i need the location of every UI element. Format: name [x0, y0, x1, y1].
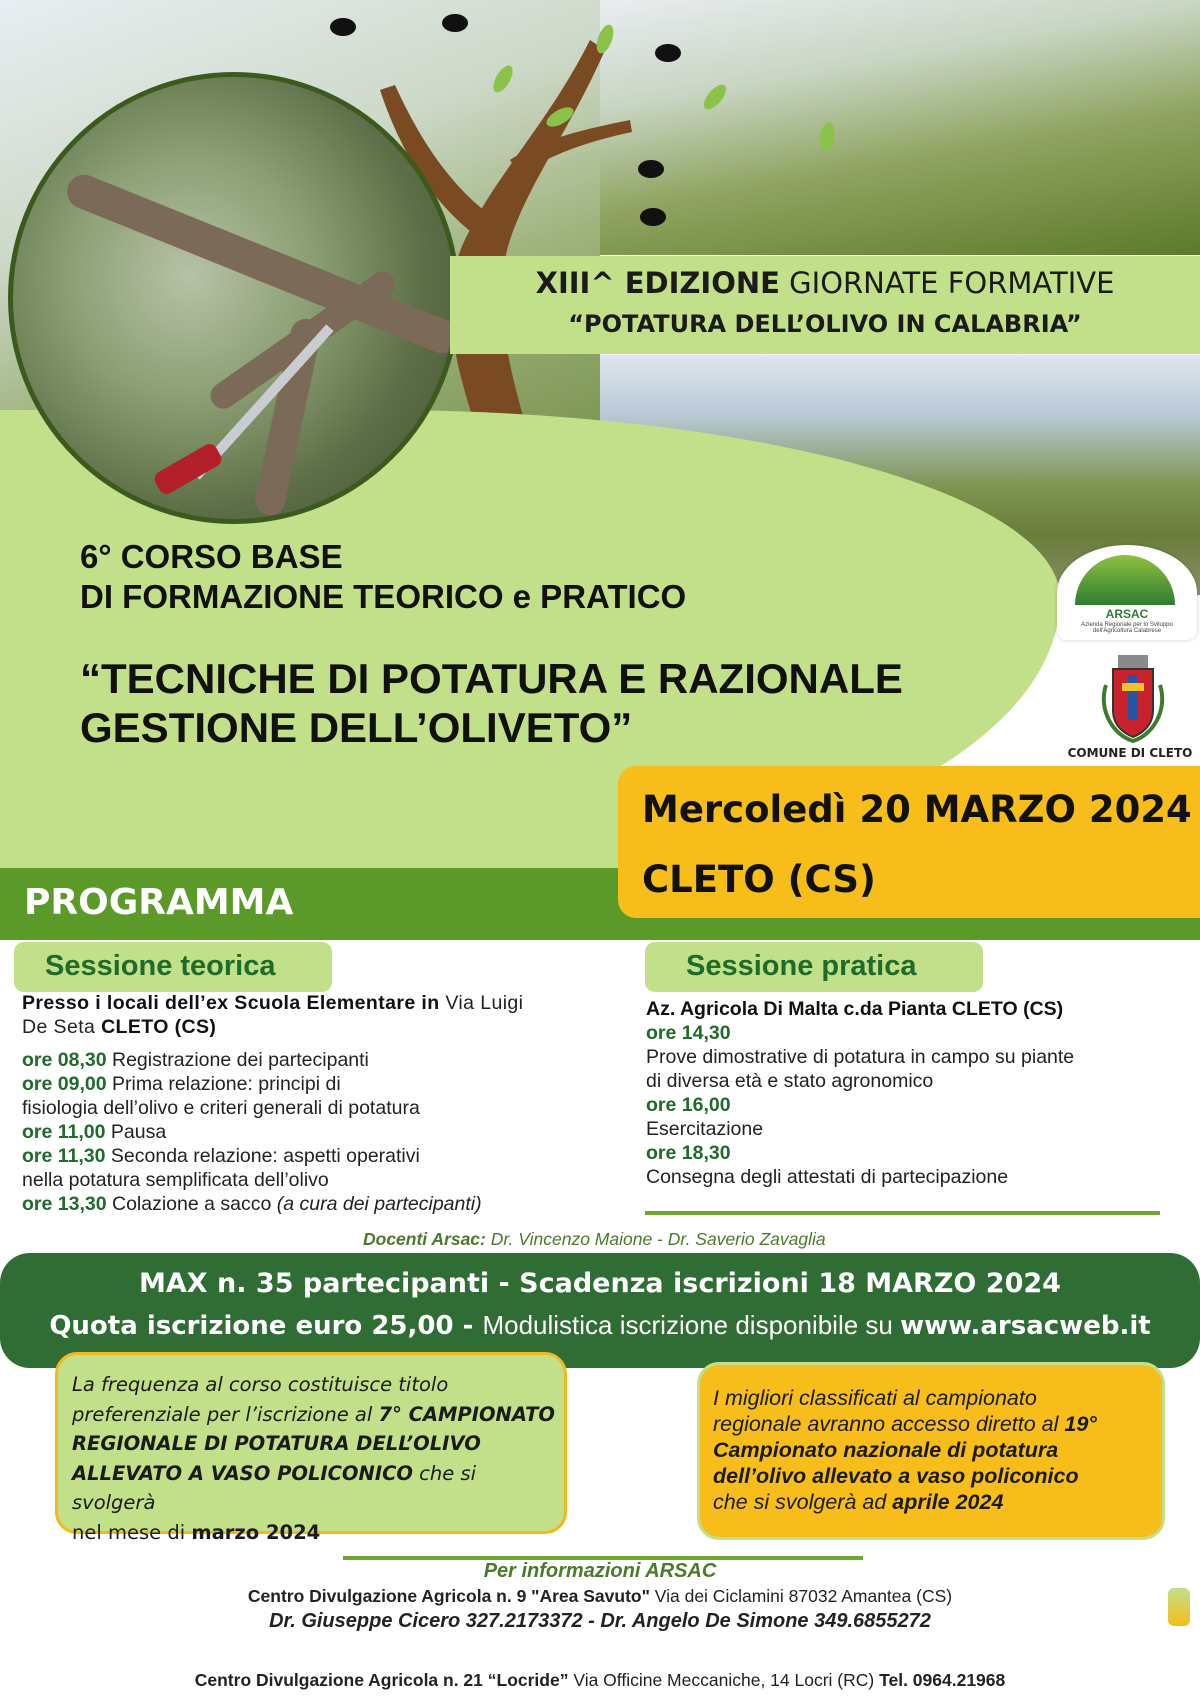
divider-line	[645, 1211, 1160, 1215]
schedule-item: ore 11,30 Seconda relazione: aspetti operativi	[22, 1145, 420, 1167]
corner-badge-icon	[1168, 1588, 1190, 1626]
arsac-logo: ARSAC Azienda Regionale per lo Sviluppo dell'Agricoltura Calabrese	[1057, 545, 1197, 640]
programma-label: PROGRAMMA	[24, 882, 294, 923]
schedule-item: ore 11,00 Pausa	[22, 1121, 167, 1143]
event-date: Mercoledì 20 MARZO 2024	[642, 788, 1192, 831]
olive-decoration	[330, 18, 356, 36]
olive-decoration	[638, 160, 664, 178]
website-link[interactable]: www.arsacweb.it	[900, 1311, 1151, 1341]
schedule-item: ore 08,30 Registrazione dei partecipanti	[22, 1049, 369, 1071]
course-number: 6° CORSO BASE	[80, 538, 343, 575]
quota-line: Quota iscrizione euro 25,00 - Modulistica iscrizione disponibile su www.arsacweb.it	[49, 1310, 1151, 1341]
course-type: DI FORMAZIONE TEORICO e PRATICO	[80, 578, 687, 615]
course-title-line1: “TECNICHE DI POTATURA E RAZIONALE	[80, 655, 903, 702]
campionato-nazionale-note: I migliori classificati al campionato regionale avranno accesso diretto al 19° Campionato nazionale di potatura dell’olivo allevato a vaso policonico che si svolgerà ad aprile 2024	[713, 1386, 1097, 1514]
info-centro-savuto: Centro Divulgazione Agricola n. 9 "Area Savuto" Via dei Ciclamini 87032 Amantea (CS)	[247, 1586, 953, 1606]
participants-deadline: MAX n. 35 partecipanti - Scadenza iscrizioni 18 MARZO 2024	[139, 1268, 1061, 1299]
comune-crest-icon	[1098, 655, 1168, 743]
sessione-teorica-title: Sessione teorica	[45, 950, 276, 982]
docenti-line: Docenti Arsac: Dr. Vincenzo Maione - Dr. Saverio Zavaglia	[363, 1229, 826, 1249]
olive-tree-pruning-photo	[600, 0, 1200, 255]
info-contacts: Dr. Giuseppe Cicero 327.2173372 - Dr. Angelo De Simone 349.6855272	[269, 1610, 931, 1632]
schedule-item: fisiologia dell’olivo e criteri generali di potatura	[22, 1097, 420, 1119]
edition-subtitle: “POTATURA DELL’OLIVO IN CALABRIA”	[568, 310, 1082, 338]
pratica-location: Az. Agricola Di Malta c.da Pianta CLETO (CS)	[646, 998, 1064, 1020]
teorica-schedule	[22, 1048, 612, 1216]
campionato-regionale-note: La frequenza al corso costituisce titolo preferenziale per l’iscrizione al 7° CAMPIONATO REGIONALE DI POTATURA DELL’OLIVO ALLEVATO A VASO POLICONICO che si svolgerà nel mese di marzo 2024	[72, 1373, 555, 1544]
teorica-location: Presso i locali dell’ex Scuola Elementare in Via Luigi De Seta CLETO (CS)	[22, 992, 524, 1038]
pratica-schedule: Az. Agricola Di Malta c.da Pianta CLETO (CS) ore 14,30 Prove dimostrative di potatura in campo su piante di diversa età e stato agronomico ore 16,00 Esercitazione ore 18,30 Consegna degli attestati di partecipazione	[646, 997, 1186, 1189]
schedule-item: ore 13,30 Colazione a sacco (a cura dei partecipanti)	[22, 1193, 482, 1215]
info-centro-locride: Centro Divulgazione Agricola n. 21 “Locride” Via Officine Meccaniche, 14 Locri (RC) Tel. 0964.21968	[194, 1670, 1006, 1690]
schedule-item: nella potatura semplificata dell’olivo	[22, 1169, 329, 1191]
olive-decoration	[640, 208, 666, 226]
sessione-pratica-title: Sessione pratica	[686, 950, 917, 982]
event-place: CLETO (CS)	[642, 858, 876, 901]
edition-title: XIII^ EDIZIONE GIORNATE FORMATIVE	[535, 266, 1115, 300]
info-title: Per informazioni ARSAC	[483, 1560, 717, 1582]
comune-label: COMUNE DI CLETO	[1067, 746, 1193, 760]
olive-decoration	[442, 14, 468, 32]
pruning-closeup-photo	[8, 72, 460, 524]
schedule-item: ore 09,00 Prima relazione: principi di	[22, 1073, 341, 1095]
olive-decoration	[655, 44, 681, 62]
course-title-line2: GESTIONE DELL’OLIVETO”	[80, 704, 633, 751]
